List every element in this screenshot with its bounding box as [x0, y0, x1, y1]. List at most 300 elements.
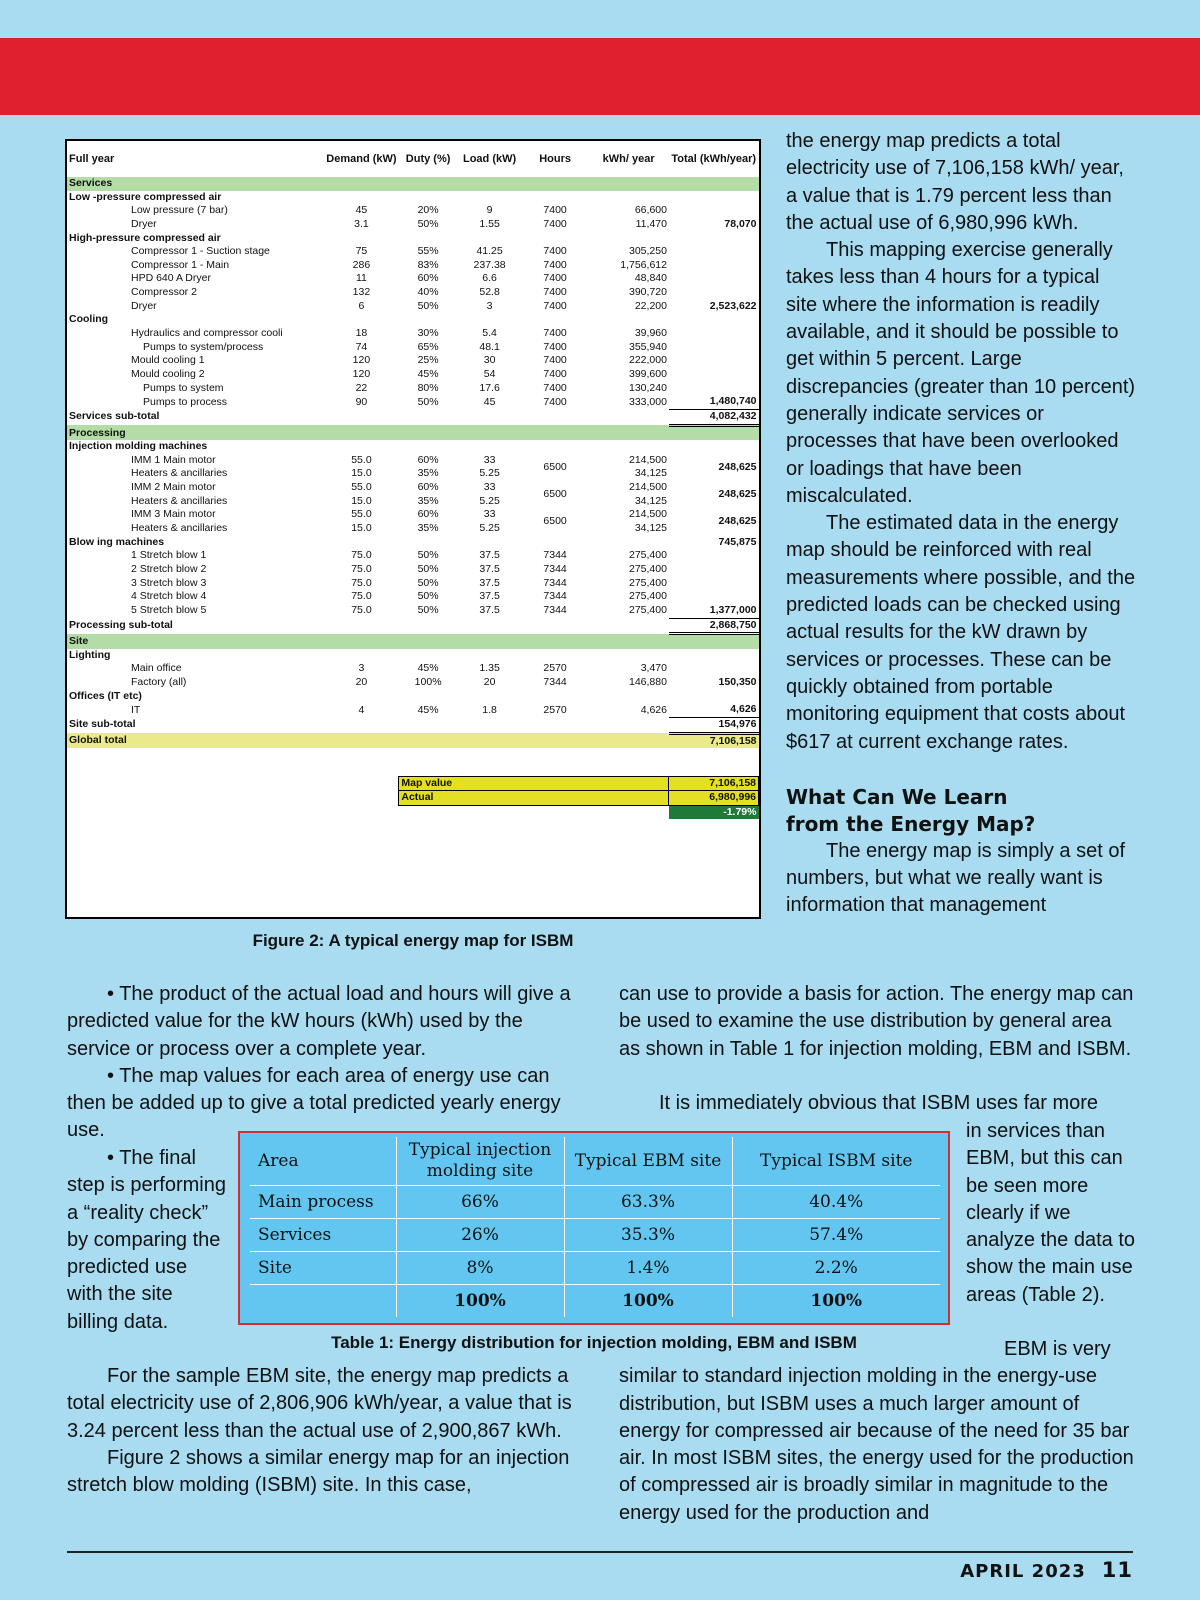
table-cell — [669, 245, 759, 259]
table-cell: 7400 — [543, 245, 567, 258]
table-cell: 275,400 — [629, 549, 667, 562]
table-cell: 33 — [483, 508, 496, 521]
table-cell: Map value — [399, 776, 669, 791]
table-cell — [67, 805, 669, 819]
table-cell: 5 Stretch blow 5 — [131, 604, 207, 617]
bullet-paragraph: • The map values for each area of energy use can then be added up to give a total predicted yearly energy use. — [67, 1064, 561, 1142]
left-column-bottom — [67, 1363, 587, 1499]
table-cell: 3 — [358, 662, 365, 675]
table-cell: 6,980,996 — [669, 791, 759, 806]
table-cell: 50% — [417, 299, 439, 312]
group-row — [67, 232, 759, 246]
actual-row — [67, 791, 759, 806]
table-cell: 54 — [483, 367, 496, 380]
table-cell — [669, 259, 759, 273]
table-cell: 66% — [396, 1186, 564, 1219]
table-cell: 65% — [417, 340, 439, 353]
table-cell: 275,400 — [629, 604, 667, 617]
table-cell: 237.38 — [473, 258, 506, 271]
table-cell — [250, 1285, 396, 1318]
table-cell: 7400 — [543, 217, 567, 230]
distribution-table-box — [238, 1131, 950, 1325]
table-cell: 7344 — [543, 604, 567, 617]
table-cell: 248,625 — [718, 460, 757, 473]
table-cell: 48,840 — [634, 272, 667, 285]
table-row — [67, 286, 759, 300]
right-column-mid — [619, 981, 1135, 1063]
right-column-bottom — [619, 1336, 1135, 1527]
table-cell: 7400 — [543, 340, 567, 353]
table-cell: 75 — [355, 245, 368, 258]
table-cell: Site sub-total — [69, 718, 136, 731]
section-row — [67, 177, 759, 191]
table-cell: 60% — [417, 481, 439, 494]
table-row — [67, 563, 759, 577]
col-header: Full year — [69, 152, 115, 165]
table-cell: Services — [67, 177, 759, 191]
table-cell: 4 Stretch blow 4 — [131, 590, 207, 603]
table-cell: 11 — [355, 272, 367, 285]
table-cell: Factory (all) — [131, 676, 187, 689]
table-cell: Services — [250, 1219, 396, 1252]
col-header: Duty (%) — [405, 152, 451, 165]
paragraph: can use to provide a basis for action. The energy map can be used to examine the use distribution by general area as shown in Table 1 for injection molding, EBM and ISBM. — [619, 983, 1134, 1060]
table-cell: 7,106,158 — [669, 776, 759, 791]
table-cell: 2,868,750 — [669, 618, 759, 634]
table-cell: 55.0 — [351, 508, 372, 521]
table-cell: 22,200 — [634, 299, 667, 312]
bullet-paragraph: • The final step is performing a “reality check” by comparing the predicted use with the site billing data. — [67, 1147, 226, 1333]
table-cell: 37.5 — [479, 576, 500, 589]
table-cell: 3,470 — [640, 662, 667, 675]
table-row — [67, 272, 759, 286]
global-total-row — [67, 733, 759, 748]
table-cell: 50% — [417, 590, 439, 603]
table-row — [67, 604, 759, 618]
table-cell: 55% — [417, 245, 439, 258]
table-cell: Processing sub-total — [69, 619, 173, 631]
table-cell: 4,626 — [669, 703, 759, 717]
table-row — [250, 1219, 940, 1252]
table-cell — [67, 748, 759, 762]
table-cell: 34,125 — [634, 522, 667, 535]
difference-row — [67, 805, 759, 819]
table-cell: 1.4% — [564, 1252, 732, 1285]
energy-map-header — [67, 141, 759, 177]
table-cell: 275,400 — [629, 576, 667, 589]
table-cell: 57.4% — [732, 1219, 940, 1252]
table-cell — [67, 776, 399, 791]
table-cell: 2 Stretch blow 2 — [131, 562, 207, 575]
table-cell: Offices (IT etc) — [69, 689, 142, 702]
table-cell: 75.0 — [351, 604, 372, 617]
table-cell: 333,000 — [629, 395, 667, 408]
table-cell: Mould cooling 1 — [131, 354, 205, 367]
table-cell: 6500 — [543, 487, 567, 500]
table-cell: Cooling — [69, 313, 109, 326]
table-cell: Pumps to system/process — [143, 340, 264, 353]
table-cell: 52.8 — [479, 286, 500, 299]
table-cell: IT — [131, 703, 141, 716]
table-cell: Global total — [67, 733, 669, 748]
table-cell: 50% — [417, 395, 439, 408]
page-number: 11 — [1101, 1558, 1133, 1582]
table-cell: 3 Stretch blow 3 — [131, 576, 207, 589]
table-cell: Compressor 1 - Main — [131, 258, 230, 271]
table-cell: 7400 — [543, 299, 567, 312]
table-cell: 66,600 — [634, 204, 667, 217]
section-row — [67, 425, 759, 440]
table-cell: 20% — [417, 204, 439, 217]
paragraph-wrap: in services than EBM, but this can be seen more clearly if we analyze the data to show the main use areas (Table 2). — [966, 1120, 1136, 1306]
table-row — [67, 204, 759, 218]
paragraph: The energy map is simply a set of numbers, but what we really want is information that management — [786, 839, 1126, 917]
group-row — [67, 313, 759, 327]
table-cell — [669, 327, 759, 341]
table-cell: 1.55 — [479, 217, 500, 230]
table-cell: 74 — [355, 340, 368, 353]
table-cell — [67, 791, 399, 806]
table-cell: High-pressure compressed air — [69, 231, 221, 244]
table-cell: 25% — [417, 354, 439, 367]
table-cell: 34,125 — [634, 494, 667, 507]
table-cell: Mould cooling 2 — [131, 367, 205, 380]
table-cell: 7400 — [543, 286, 567, 299]
table-cell: Services sub-total — [69, 410, 160, 423]
table-cell: 15.0 — [351, 467, 372, 480]
table-cell — [669, 662, 759, 676]
table-cell: 100% — [732, 1285, 940, 1318]
table-cell: 39,960 — [634, 327, 667, 340]
table-cell: 35% — [417, 494, 439, 507]
table-cell: Site — [250, 1252, 396, 1285]
col-header: Demand (kW) — [326, 152, 397, 165]
table-cell: Main office — [131, 662, 182, 675]
table-cell: 90 — [355, 395, 368, 408]
table-cell: 1.35 — [479, 662, 500, 675]
table-cell: 7400 — [543, 367, 567, 380]
table-cell: 150,350 — [718, 676, 757, 689]
table-cell: 7344 — [543, 590, 567, 603]
table-cell: 11,470 — [635, 217, 667, 230]
table-cell: 75.0 — [351, 549, 372, 562]
table-row — [67, 245, 759, 259]
bullet-paragraph: • The product of the actual load and hours will give a predicted value for the kW hours (kWh) used by the service or process over a complete year. — [67, 983, 571, 1060]
energy-map-figure — [65, 139, 761, 919]
table-cell: 154,976 — [669, 717, 759, 733]
table-cell: 9 — [486, 204, 493, 217]
table-row — [67, 590, 759, 604]
table-cell: Heaters & ancillaries — [131, 467, 228, 480]
table-cell: 5.25 — [479, 494, 500, 507]
table-row — [67, 508, 759, 522]
table-cell: 30 — [483, 354, 496, 367]
table-cell: 45% — [417, 703, 439, 716]
table-cell: 222,000 — [629, 354, 667, 367]
table-cell: 248,625 — [718, 515, 757, 528]
right-column-wrap-head — [619, 1090, 1135, 1117]
table-cell — [669, 354, 759, 368]
table-cell: 1,756,612 — [620, 258, 667, 271]
table-header: Typical injection molding site — [396, 1137, 564, 1186]
table-cell: Pumps to process — [143, 395, 228, 408]
table-cell — [669, 204, 759, 218]
table-cell: 7344 — [543, 676, 567, 689]
table-cell: 45% — [417, 662, 439, 675]
table-header: Area — [250, 1137, 396, 1186]
table-row — [67, 662, 759, 676]
table-cell: 60% — [417, 272, 439, 285]
table-cell: 50% — [417, 562, 439, 575]
table-cell: 8% — [396, 1252, 564, 1285]
table-cell: 7400 — [543, 327, 567, 340]
table-cell: Low pressure (7 bar) — [131, 204, 228, 217]
table-cell: Site — [67, 634, 759, 649]
table-cell: 120 — [352, 354, 371, 367]
table-row — [67, 354, 759, 368]
table-cell: Low -pressure compressed air — [69, 190, 222, 203]
table-cell: 41.25 — [476, 245, 503, 258]
table-cell: 3 — [486, 299, 493, 312]
table-cell: 7400 — [543, 354, 567, 367]
table-cell: 6.6 — [482, 272, 497, 285]
table-cell: 7400 — [543, 258, 567, 271]
table-cell: Processing — [67, 425, 759, 440]
table-cell: Heaters & ancillaries — [131, 522, 228, 535]
table-row — [67, 368, 759, 382]
paragraph: The estimated data in the energy map should be reinforced with real measurements where possible, and the predicted loads can be checked using actual results for the kW drawn by services or processes. These can be quickly obtained from portable monitoring equipment that costs about $617 at current exchange rates. — [786, 512, 1136, 753]
table-cell: 130,240 — [629, 381, 667, 394]
col-header: Load (kW) — [462, 152, 517, 165]
table-cell: 63.3% — [564, 1186, 732, 1219]
table-row — [67, 218, 759, 232]
table-cell: 15.0 — [351, 494, 372, 507]
table-cell: 120 — [352, 367, 371, 380]
table-row — [67, 327, 759, 341]
table-cell: Dryer — [131, 217, 157, 230]
table-cell — [669, 382, 759, 396]
table-cell: 55.0 — [351, 481, 372, 494]
table-cell: 45 — [483, 395, 496, 408]
table-cell — [669, 590, 759, 604]
group-row — [67, 191, 759, 205]
table-cell: 286 — [352, 258, 371, 271]
table-row — [67, 481, 759, 495]
table-cell — [67, 762, 759, 776]
table-cell: 100% — [564, 1285, 732, 1318]
subtotal-row — [67, 409, 759, 425]
energy-map-body — [67, 177, 759, 819]
table-row — [67, 495, 759, 509]
table-cell: 50% — [417, 549, 439, 562]
table-cell: 75.0 — [351, 562, 372, 575]
table-cell: Compressor 1 - Suction stage — [131, 245, 270, 258]
table-cell: 2,523,622 — [709, 299, 757, 312]
group-row — [67, 649, 759, 663]
table-cell: Lighting — [69, 648, 111, 661]
table-cell: 3.1 — [354, 217, 369, 230]
right-column-top — [786, 128, 1136, 920]
table-cell: 275,400 — [629, 562, 667, 575]
table-cell — [669, 286, 759, 300]
table-cell: HPD 640 A Dryer — [131, 272, 211, 285]
table-cell: 100% — [396, 1285, 564, 1318]
table-cell: 37.5 — [479, 549, 500, 562]
table-cell: 1,377,000 — [669, 604, 759, 618]
table-cell: 50% — [417, 604, 439, 617]
map-value-row — [67, 776, 759, 791]
table-cell: 83% — [417, 258, 439, 271]
figure-caption: Figure 2: A typical energy map for ISBM — [252, 931, 574, 950]
table-header: Typical ISBM site — [732, 1137, 940, 1186]
table-cell: 7400 — [543, 272, 567, 285]
table-row — [67, 703, 759, 717]
table-cell: Dryer — [131, 299, 157, 312]
table-cell: 45 — [355, 204, 368, 217]
table-cell: 7344 — [543, 549, 567, 562]
table-cell: IMM 3 Main motor — [131, 508, 216, 521]
table-cell: 132 — [352, 286, 371, 299]
table-cell — [669, 577, 759, 591]
table-caption: Table 1: Energy distribution for injection molding, EBM and ISBM — [331, 1333, 857, 1352]
table-cell: 48.1 — [479, 340, 500, 353]
table-cell: 6 — [358, 299, 365, 312]
paragraph: Figure 2 shows a similar energy map for an injection stretch blow molding (ISBM) site. In this case, — [67, 1446, 570, 1497]
table-cell: 4,082,432 — [669, 409, 759, 425]
table-row — [67, 259, 759, 273]
paragraph: the energy map predicts a total electricity use of 7,106,158 kWh/ year, a value that is 1.79 percent less than the actual use of 6,980,996 kWh. — [786, 130, 1124, 234]
table-row — [67, 300, 759, 314]
table-cell: 7400 — [543, 381, 567, 394]
table-cell: 75.0 — [351, 576, 372, 589]
table-row — [67, 577, 759, 591]
table-cell: 18 — [355, 327, 368, 340]
left-column-top — [67, 981, 587, 1145]
table-cell — [669, 341, 759, 355]
table-cell: 15.0 — [351, 522, 372, 535]
table-cell: 100% — [414, 676, 442, 689]
table-cell: 7344 — [543, 576, 567, 589]
table-cell: 35% — [417, 467, 439, 480]
table-cell: 390,720 — [629, 286, 667, 299]
table-cell: 1.8 — [482, 703, 497, 716]
table-cell: 355,940 — [629, 340, 667, 353]
table-cell: 33 — [483, 481, 496, 494]
table-cell: Pumps to system — [143, 381, 224, 394]
table-cell: 5.4 — [482, 327, 497, 340]
table-cell: Injection molding machines — [69, 440, 208, 453]
table-cell: IMM 1 Main motor — [131, 453, 216, 466]
subtotal-row — [67, 717, 759, 733]
table-cell: 214,500 — [629, 453, 667, 466]
issue-date: APRIL 2023 — [960, 1561, 1086, 1582]
table-cell: 275,400 — [629, 590, 667, 603]
table-cell: 34,125 — [634, 467, 667, 480]
table-cell: 305,250 — [629, 245, 667, 258]
table-cell: 2.2% — [732, 1252, 940, 1285]
table-cell: 1,480,740 — [669, 395, 759, 409]
table-cell — [669, 549, 759, 563]
table-row — [67, 676, 759, 690]
table-cell: 30% — [417, 327, 439, 340]
table-cell: 2570 — [543, 703, 567, 716]
table-cell: 7400 — [543, 395, 567, 408]
paragraph: EBM is very similar to standard injection molding in the energy-use distribution, but ISBM uses a much larger amount of energy for compressed air because of the need for 35 bar air. In most ISBM sites, the energy used for the production of compressed air is broadly similar in magnitude to the energy used for the production and — [619, 1338, 1134, 1524]
section-row — [67, 634, 759, 649]
distribution-table — [250, 1137, 940, 1317]
table-cell: 4 — [358, 703, 365, 716]
table-cell: 5.25 — [479, 522, 500, 535]
table-cell: 20 — [483, 676, 496, 689]
spacer-row — [67, 762, 759, 776]
table-row — [67, 522, 759, 536]
table-cell: 2570 — [543, 662, 567, 675]
table-cell: 7344 — [543, 562, 567, 575]
table-cell: 26% — [396, 1219, 564, 1252]
table-cell: 40.4% — [732, 1186, 940, 1219]
table-cell: 6500 — [543, 515, 567, 528]
table-cell — [669, 272, 759, 286]
table-row — [67, 454, 759, 468]
table-cell: 75.0 — [351, 590, 372, 603]
table-cell: 45% — [417, 367, 439, 380]
table-row — [67, 549, 759, 563]
table-cell: IMM 2 Main motor — [131, 481, 216, 494]
table-cell: 6500 — [543, 460, 567, 473]
table-cell: Main process — [250, 1186, 396, 1219]
table-row — [67, 382, 759, 396]
right-column-narrow — [966, 1118, 1136, 1309]
table-cell: 50% — [417, 217, 439, 230]
table-cell: 5.25 — [479, 467, 500, 480]
table-cell: 7,106,158 — [669, 733, 759, 748]
table-cell: 214,500 — [629, 481, 667, 494]
table-cell — [669, 368, 759, 382]
table-cell: Hydraulics and compressor cooli — [131, 327, 283, 340]
left-column-narrow — [67, 1145, 227, 1336]
group-row — [67, 440, 759, 454]
footer-rule — [67, 1551, 1133, 1553]
page-footer — [960, 1558, 1133, 1582]
paragraph: For the sample EBM site, the energy map predicts a total electricity use of 2,806,906 kWh/year, a value that is 3.24 percent less than the actual use of 2,900,867 kWh. — [67, 1365, 572, 1442]
table-cell: 60% — [417, 508, 439, 521]
table-row — [250, 1186, 940, 1219]
energy-map-table — [67, 141, 759, 819]
table-header: Typical EBM site — [564, 1137, 732, 1186]
table-cell: Heaters & ancillaries — [131, 494, 228, 507]
group-row — [67, 690, 759, 704]
table-cell: 17.6 — [479, 381, 500, 394]
table-cell: 146,880 — [629, 676, 667, 689]
table-cell: 78,070 — [724, 217, 757, 230]
header-band — [0, 38, 1200, 115]
group-row — [67, 536, 759, 550]
table-cell — [669, 563, 759, 577]
table-cell: 40% — [417, 286, 439, 299]
table-cell: 7400 — [543, 204, 567, 217]
table-cell: 37.5 — [479, 604, 500, 617]
table-cell: 37.5 — [479, 590, 500, 603]
spacer-row — [67, 748, 759, 762]
section-heading: from the Energy Map? — [786, 811, 1036, 836]
table-cell: 35.3% — [564, 1219, 732, 1252]
table-cell: 50% — [417, 576, 439, 589]
table-cell: 4,626 — [640, 703, 667, 716]
table-cell: 22 — [355, 381, 368, 394]
table-cell: 745,875 — [718, 535, 757, 548]
table-cell: -1.79% — [669, 805, 759, 819]
col-header: kWh/ year — [602, 152, 655, 165]
